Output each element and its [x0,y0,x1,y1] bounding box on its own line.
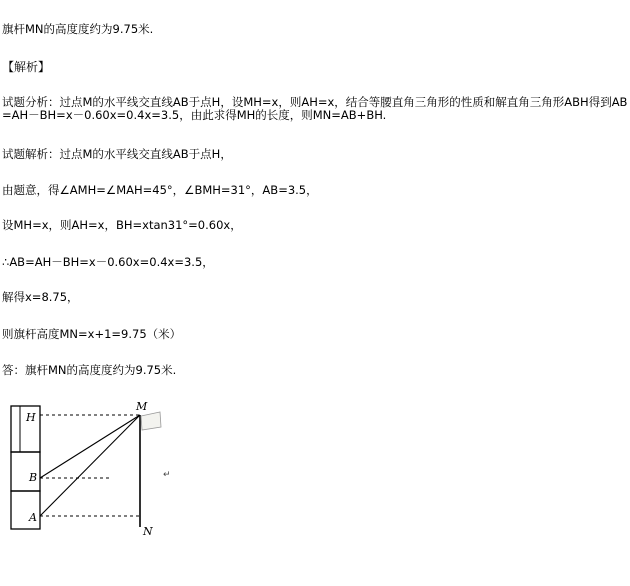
solution-intro-line: 试题解析：过点M的水平线交直线AB于点H， [2,147,232,161]
given-line: 由题意，得∠AMH=∠MAH=45°，∠BMH=31°，AB=3.5， [2,183,318,197]
top-answer-line: 旗杆MN的高度度约为9.75米. [2,22,154,36]
flagpole-diagram [0,395,200,545]
sight-line-bm [40,415,140,478]
label-h: H [26,411,36,424]
label-m: M [136,400,148,413]
analysis-paragraph: 试题分析：过点M的水平线交直线AB于点H，设MH=x，则AH=x，结合等腰直角三角形的性质和解直角三角形ABH得到AB=AH－BH=x－0.60x=0.4x=3.5，由此求得MH的长度，则MN=AB+BH. [2,95,628,122]
solve-line: 解得x=8.75， [2,290,79,304]
return-mark: ↵ [163,470,171,480]
final-answer-line: 答：旗杆MN的高度度约为9.75米. [2,363,177,377]
therefore-line: ∴AB=AH－BH=x－0.60x=0.4x=3.5， [2,255,214,269]
sight-line-am [40,415,140,516]
label-b: B [29,471,38,484]
flag [141,412,161,430]
height-line: 则旗杆高度MN=x+1=9.75（米） [2,327,182,341]
label-a: A [29,511,37,524]
analysis-heading: 【解析】 [2,60,51,74]
label-n: N [143,525,153,538]
let-line: 设MH=x，则AH=x，BH=xtan31°=0.60x， [2,218,242,232]
